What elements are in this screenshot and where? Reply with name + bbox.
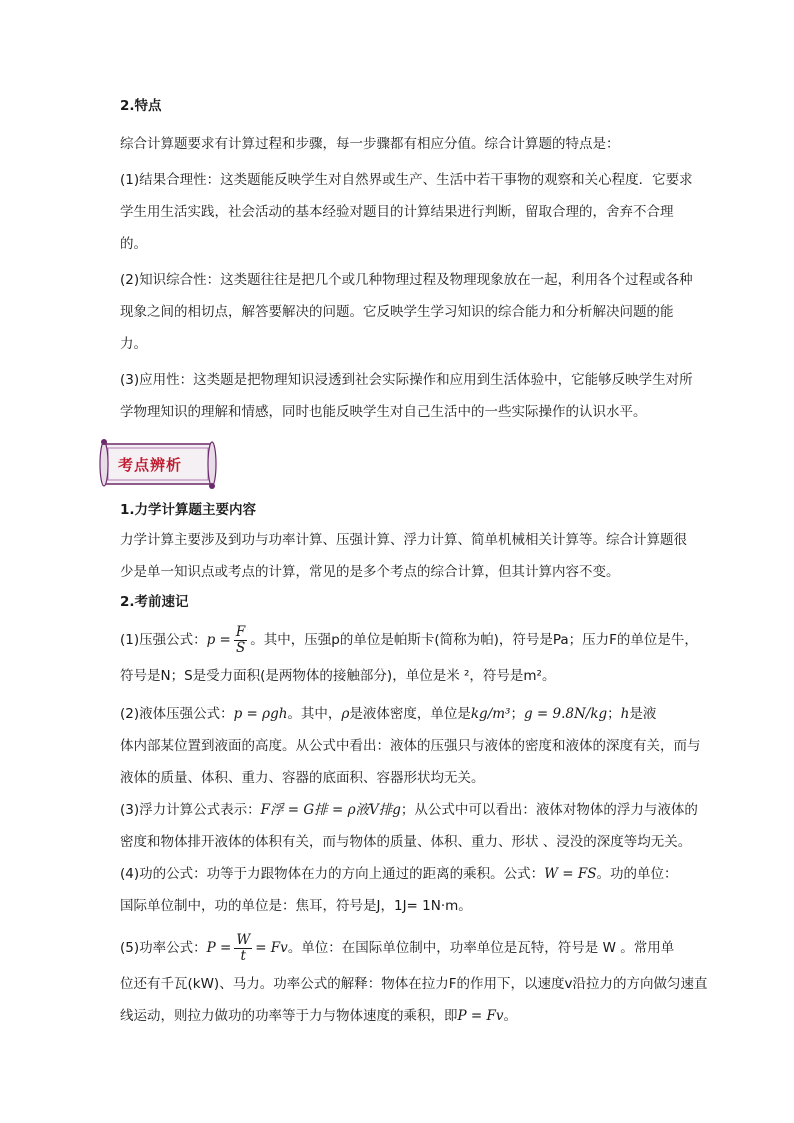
power-line-3: 线运动，则拉力做功的功率等于力与物体速度的乘积，即P = Fv。 [120, 1008, 517, 1024]
features-intro: 综合计算题要求有计算过程和步骤，每一步骤都有相应分值。综合计算题的特点是： [120, 136, 620, 152]
liquid-line-1: (2)液体压强公式：p = ρgh。其中，ρ是液体密度，单位是kg/m³；g = 9.8N/kg；h是液 [120, 706, 657, 722]
document-page [118, 96, 708, 1032]
buoyancy-line-1: (3)浮力计算公式表示：F浮 = G排 = ρ液V排g；从公式中可以看出：液体对物体的浮力与液体的 [120, 802, 698, 818]
power-fraction: $\frac{W}{t}$ [236, 931, 251, 964]
pressure-fraction: $\frac{F}{S}$ [235, 623, 246, 656]
power-line-2: 位还有千瓦(kW)、马力。功率公式的解释：物体在拉力F的作用下，以速度v沿拉力的方向做匀速直 [120, 976, 708, 992]
section-banner [96, 438, 220, 490]
mechanics-text: 力学计算主要涉及到功与功率计算、压强计算、浮力计算、简单机械相关计算等。综合计算题很少是单一知识点或考点的计算，常见的是多个考点的综合计算，但其计算内容不变。 [120, 532, 687, 580]
liquid-line-2: 体内部某位置到液面的高度。从公式中看出：液体的压强只与液体的密度和液体的深度有关，而与 [120, 738, 701, 754]
power-line-1: (5)功率公式：P = $\frac{W}{t}$ = Fv。单位：在国际单位制中，功率单位是瓦特，符号是 W 。常用单 [120, 931, 675, 964]
pressure-line-2: 符号是N；S是受力面积(是两物体的接触部分)，单位是米 ²，符号是m²。 [120, 668, 556, 684]
memo-heading: 2.考前速记 [120, 594, 189, 610]
feature-item-3: (3)应用性：这类题是把物理知识浸透到社会实际操作和应用到生活体验中，它能够反映学生对所学物理知识的理解和情感，同时也能反映学生对自己生活中的一些实际操作的认识水平。 [120, 372, 693, 420]
features-heading: 2.特点 [120, 98, 162, 114]
feature-item-2: (2)知识综合性：这类题往往是把几个或几种物理过程及物理现象放在一起，利用各个过程或各种现象之间的相切点，解答要解决的问题。它反映学生学习知识的综合能力和分析解决问题的能力。 [120, 272, 693, 352]
mechanics-heading: 1.力学计算题主要内容 [120, 502, 257, 518]
work-line-1: (4)功的公式：功等于力跟物体在力的方向上通过的距离的乘积。公式：W = FS。功的单位： [120, 866, 678, 882]
feature-item-1: (1)结果合理性：这类题能反映学生对自然界或生产、生活中若干事物的观察和关心程度．它要求学生用生活实践，社会活动的基本经验对题目的计算结果进行判断，留取合理的，舍弃不合理的。 [120, 172, 693, 252]
pressure-line-1: (1)压强公式：p = $\frac{F}{S}$ 。其中，压强p的单位是帕斯卡(简称为帕)，符号是Pa；压力F的单位是牛， [120, 623, 698, 656]
work-line-2: 国际单位制中，功的单位是：焦耳，符号是J，1J= 1N·m。 [120, 898, 472, 914]
buoyancy-line-2: 密度和物体排开液体的体积有关，而与物体的质量、体积、重力、形状 、浸没的深度等均无关。 [120, 834, 692, 850]
liquid-line-3: 液体的质量、体积、重力、容器的底面积、容器形状均无关。 [120, 770, 485, 786]
banner-label: 考点辨析 [118, 456, 183, 474]
